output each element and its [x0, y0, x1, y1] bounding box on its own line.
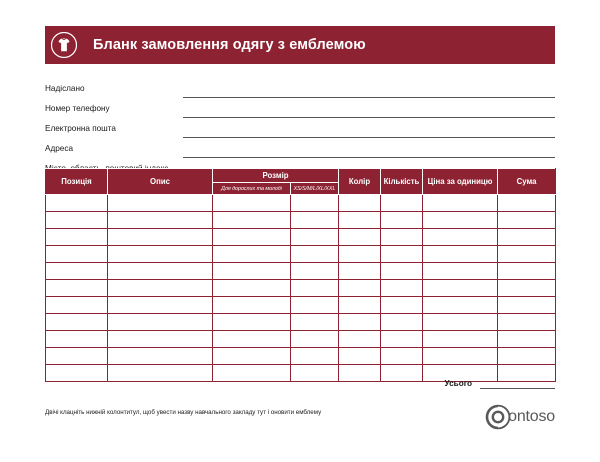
column-header-unit-price: Ціна за одиницю	[423, 169, 498, 195]
column-header-quantity: Кількість	[381, 169, 423, 195]
field-input-address[interactable]	[183, 142, 555, 158]
cell-item[interactable]	[46, 297, 108, 314]
column-subheader-adult-youth: Для дорослих та молоді	[213, 183, 291, 195]
company-logo	[485, 404, 555, 430]
table-body	[46, 195, 556, 382]
cell-size-adult-youth[interactable]	[213, 297, 291, 314]
column-header-description: Опис	[108, 169, 213, 195]
cell-size-range[interactable]	[291, 263, 339, 280]
table-row	[46, 280, 556, 297]
cell-color[interactable]	[339, 280, 381, 297]
page-title: Бланк замовлення одягу з емблемою	[93, 37, 366, 53]
cell-size-adult-youth[interactable]	[213, 195, 291, 212]
cell-size-range[interactable]	[291, 280, 339, 297]
cell-amount[interactable]	[498, 348, 556, 365]
field-label-phone: Номер телефону	[45, 104, 110, 113]
table-row	[46, 263, 556, 280]
cell-item[interactable]	[46, 348, 108, 365]
column-header-amount: Сума	[498, 169, 556, 195]
cell-quantity[interactable]	[381, 314, 423, 331]
cell-color[interactable]	[339, 263, 381, 280]
cell-description[interactable]	[108, 229, 213, 246]
cell-size-adult-youth[interactable]	[213, 314, 291, 331]
cell-description[interactable]	[108, 246, 213, 263]
cell-amount[interactable]	[498, 195, 556, 212]
cell-size-range[interactable]	[291, 365, 339, 382]
cell-size-range[interactable]	[291, 348, 339, 365]
cell-amount[interactable]	[498, 280, 556, 297]
table-row	[46, 331, 556, 348]
column-header-item: Позиція	[46, 169, 108, 195]
cell-size-adult-youth[interactable]	[213, 246, 291, 263]
cell-color[interactable]	[339, 246, 381, 263]
cell-quantity[interactable]	[381, 331, 423, 348]
field-label-sent-by: Надіслано	[45, 84, 85, 93]
cell-unit-price[interactable]	[423, 297, 498, 314]
cell-amount[interactable]	[498, 212, 556, 229]
cell-color[interactable]	[339, 195, 381, 212]
cell-description[interactable]	[108, 263, 213, 280]
cell-description[interactable]	[108, 297, 213, 314]
cell-unit-price[interactable]	[423, 348, 498, 365]
cell-quantity[interactable]	[381, 229, 423, 246]
cell-unit-price[interactable]	[423, 229, 498, 246]
totals-row	[380, 374, 555, 389]
table-row	[46, 195, 556, 212]
cell-color[interactable]	[339, 229, 381, 246]
cell-description[interactable]	[108, 348, 213, 365]
cell-amount[interactable]	[498, 297, 556, 314]
cell-size-adult-youth[interactable]	[213, 348, 291, 365]
field-label-email: Електронна пошта	[45, 124, 116, 133]
field-row	[45, 100, 555, 118]
cell-unit-price[interactable]	[423, 280, 498, 297]
cell-unit-price[interactable]	[423, 212, 498, 229]
field-input-sent-by[interactable]	[183, 82, 555, 98]
table-row	[46, 348, 556, 365]
cell-size-range[interactable]	[291, 246, 339, 263]
cell-color[interactable]	[339, 365, 381, 382]
table-header-row	[46, 169, 556, 183]
cell-item[interactable]	[46, 365, 108, 382]
cell-item[interactable]	[46, 280, 108, 297]
company-logo-text: ontoso	[508, 408, 555, 425]
cell-size-range[interactable]	[291, 297, 339, 314]
cell-quantity[interactable]	[381, 297, 423, 314]
cell-quantity[interactable]	[381, 212, 423, 229]
cell-size-adult-youth[interactable]	[213, 263, 291, 280]
cell-size-adult-youth[interactable]	[213, 229, 291, 246]
cell-description[interactable]	[108, 280, 213, 297]
header-banner	[45, 26, 555, 64]
cell-amount[interactable]	[498, 229, 556, 246]
cell-color[interactable]	[339, 314, 381, 331]
cell-color[interactable]	[339, 348, 381, 365]
cell-unit-price[interactable]	[423, 331, 498, 348]
table-row	[46, 246, 556, 263]
cell-unit-price[interactable]	[423, 246, 498, 263]
cell-amount[interactable]	[498, 246, 556, 263]
cell-size-range[interactable]	[291, 229, 339, 246]
cell-item[interactable]	[46, 229, 108, 246]
column-header-color: Колір	[339, 169, 381, 195]
cell-size-range[interactable]	[291, 331, 339, 348]
order-items-table	[45, 168, 556, 382]
cell-unit-price[interactable]	[423, 195, 498, 212]
cell-item[interactable]	[46, 246, 108, 263]
field-input-phone[interactable]	[183, 102, 555, 118]
cell-unit-price[interactable]	[423, 314, 498, 331]
cell-color[interactable]	[339, 297, 381, 314]
cell-amount[interactable]	[498, 263, 556, 280]
table-row	[46, 297, 556, 314]
table-row	[46, 229, 556, 246]
contact-fields	[45, 80, 555, 180]
totals-value-field[interactable]	[480, 374, 555, 389]
cell-unit-price[interactable]	[423, 263, 498, 280]
column-subheader-size-range: XS/S/M/L/XL/XXL	[291, 183, 339, 195]
cell-item[interactable]	[46, 195, 108, 212]
field-input-email[interactable]	[183, 122, 555, 138]
cell-color[interactable]	[339, 331, 381, 348]
cell-description[interactable]	[108, 195, 213, 212]
cell-description[interactable]	[108, 331, 213, 348]
field-row	[45, 120, 555, 138]
cell-size-adult-youth[interactable]	[213, 212, 291, 229]
shirt-icon	[45, 26, 83, 64]
field-row	[45, 140, 555, 158]
cell-quantity[interactable]	[381, 348, 423, 365]
cell-amount[interactable]	[498, 314, 556, 331]
cell-size-adult-youth[interactable]	[213, 331, 291, 348]
totals-label: Усього	[444, 379, 472, 388]
cell-size-adult-youth[interactable]	[213, 280, 291, 297]
cell-quantity[interactable]	[381, 280, 423, 297]
cell-description[interactable]	[108, 314, 213, 331]
cell-item[interactable]	[46, 331, 108, 348]
cell-quantity[interactable]	[381, 263, 423, 280]
cell-quantity[interactable]	[381, 246, 423, 263]
field-row	[45, 80, 555, 98]
cell-item[interactable]	[46, 212, 108, 229]
cell-quantity[interactable]	[381, 195, 423, 212]
cell-description[interactable]	[108, 365, 213, 382]
cell-description[interactable]	[108, 212, 213, 229]
cell-size-range[interactable]	[291, 195, 339, 212]
cell-size-adult-youth[interactable]	[213, 365, 291, 382]
field-label-address: Адреса	[45, 144, 73, 153]
column-header-size: Розмір	[213, 169, 339, 183]
cell-size-range[interactable]	[291, 314, 339, 331]
cell-size-range[interactable]	[291, 212, 339, 229]
cell-amount[interactable]	[498, 331, 556, 348]
cell-color[interactable]	[339, 212, 381, 229]
footer-instruction-text: Двічі клацніть нижній колонтитул, щоб увести назву навчального закладу тут і оновити емблему	[45, 409, 322, 416]
table-row	[46, 212, 556, 229]
cell-item[interactable]	[46, 314, 108, 331]
cell-item[interactable]	[46, 263, 108, 280]
table-row	[46, 314, 556, 331]
